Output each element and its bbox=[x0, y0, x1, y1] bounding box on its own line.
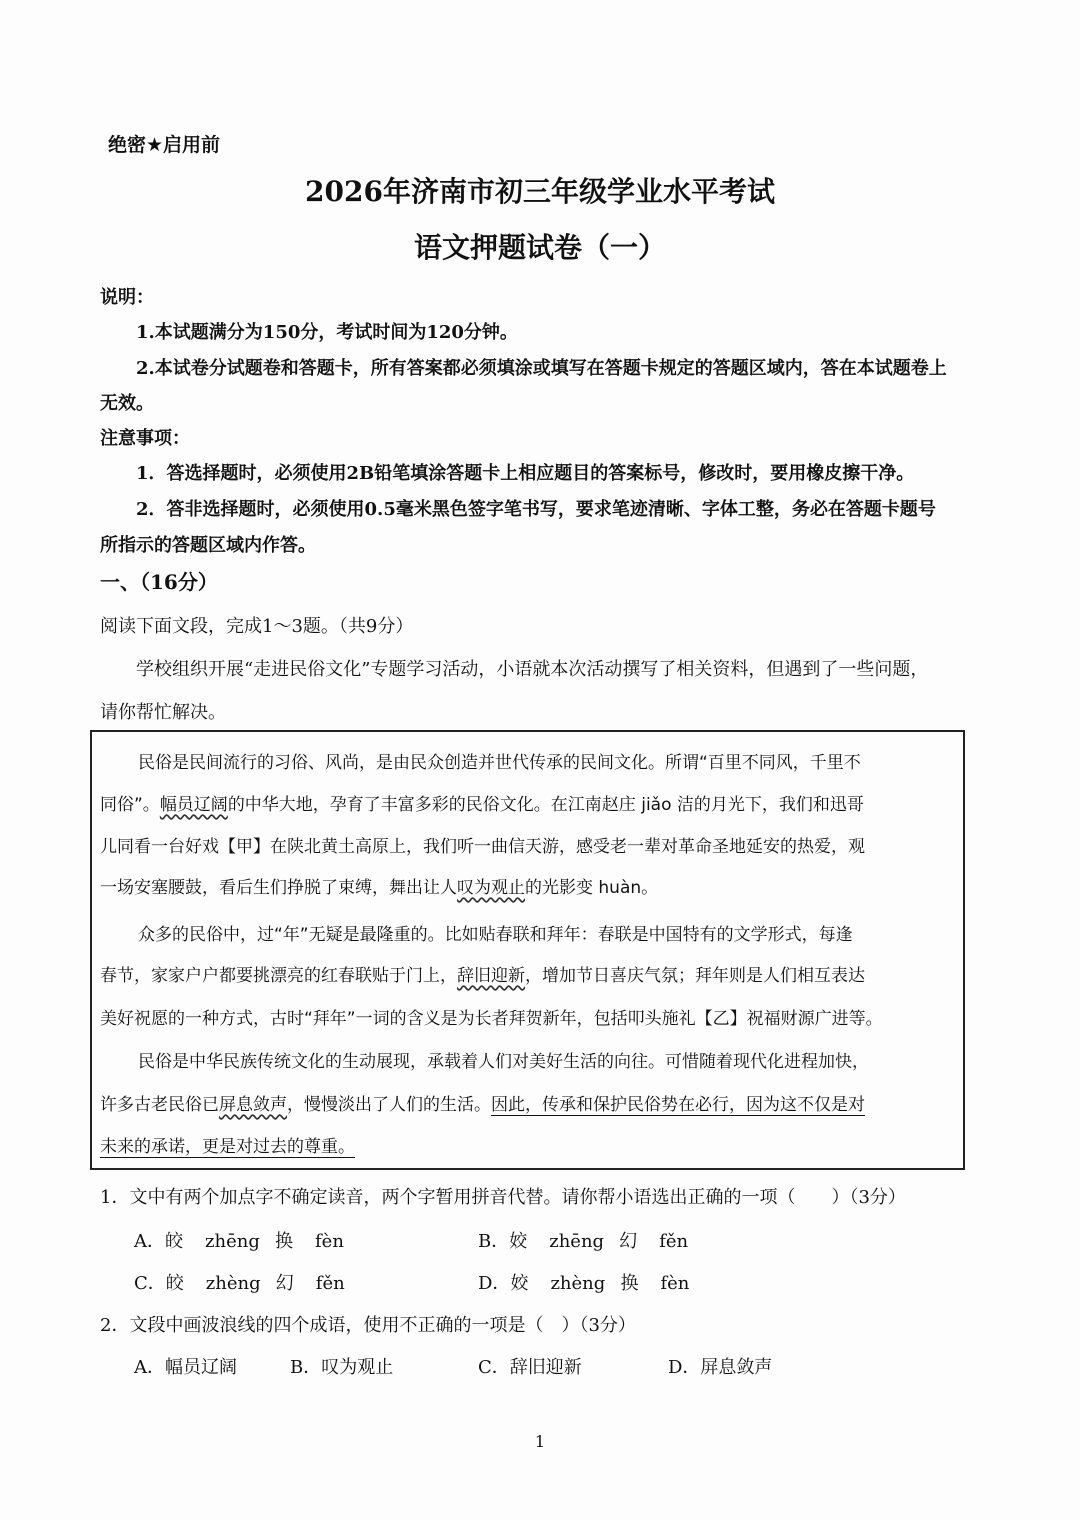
passage-line: 一场安塞腰鼓，看后生们挣脱了束缚，舞出让人叹为观止的光影变 huàn。 bbox=[100, 878, 659, 898]
question-1: 1．文中有两个加点字不确定读音，两个字暂用拼音代替。请你帮小语选出正确的一项（ ）（3分） bbox=[100, 1187, 906, 1208]
underlined-sentence: 未来的承诺，更是对过去的尊重。 bbox=[100, 1137, 355, 1157]
section-heading: 一、（16分） bbox=[100, 570, 218, 594]
idiom-wavy: 叹为观止 bbox=[457, 878, 525, 898]
instructions-heading: 说明： bbox=[100, 287, 154, 308]
passage-line: 民俗是民间流行的习俗、风尚，是由民众创造并世代传承的民间文化。所谓“百里不同风，千里不 bbox=[138, 753, 861, 773]
section-lead-line-1: 学校组织开展“走进民俗文化”专题学习活动，小语就本次活动撰写了相关资料，但遇到了一些问题， bbox=[136, 659, 929, 680]
passage-line: 美好祝愿的一种方式，古时“拜年”一词的含义是为长者拜贺新年，包括叩头施礼【乙】祝福财源广进等。 bbox=[100, 1009, 883, 1029]
passage-line bbox=[100, 1132, 355, 1157]
q2-option-b: B．叹为观止 bbox=[290, 1357, 394, 1378]
instruction-item-1: 1.本试题满分为150分，考试时间为120分钟。 bbox=[136, 322, 518, 343]
q1-option-a: A．皎 zhēng 换 fèn bbox=[134, 1231, 344, 1252]
notes-heading: 注意事项： bbox=[100, 428, 190, 449]
passage-line: 同俗”。幅员辽阔的中华大地，孕育了丰富多彩的民俗文化。在江南赵庄 jiǎo 洁的月光下，我们和迅哥 bbox=[100, 795, 864, 815]
section-lead-line-2: 请你帮忙解决。 bbox=[100, 702, 226, 723]
question-2: 2．文段中画波浪线的四个成语，使用不正确的一项是（ ）（3分） bbox=[100, 1315, 636, 1336]
q1-option-c: C．皎 zhèng 幻 fěn bbox=[134, 1273, 345, 1294]
passage-line: 春节，家家户户都要挑漂亮的红春联贴于门上，辞旧迎新，增加节日喜庆气氛；拜年则是人们相互表达 bbox=[100, 966, 865, 986]
q2-option-c: C．辞旧迎新 bbox=[478, 1357, 582, 1378]
exam-title: 2026年济南市初三年级学业水平考试 bbox=[305, 175, 775, 208]
q2-option-a: A．幅员辽阔 bbox=[134, 1357, 237, 1378]
note-item-2-line-1: 2．答非选择题时，必须使用0.5毫米黑色签字笔书写，要求笔迹清晰、字体工整，务必在答题卡题号 bbox=[136, 499, 936, 520]
passage-line: 儿同看一台好戏【甲】在陕北黄土高原上，我们听一曲信天游，感受老一辈对革命圣地延安的热爱，观 bbox=[100, 837, 865, 857]
section-intro: 阅读下面文段，完成1～3题。（共9分） bbox=[100, 616, 414, 637]
instruction-item-2-line-2: 无效。 bbox=[100, 393, 154, 414]
idiom-wavy: 幅员辽阔 bbox=[159, 795, 228, 815]
note-item-2-line-2: 所指示的答题区域内作答。 bbox=[100, 535, 316, 556]
confidential-mark: 绝密★启用前 bbox=[108, 134, 221, 156]
q1-option-b: B．姣 zhēng 幻 fěn bbox=[478, 1231, 689, 1252]
note-item-1: 1．答选择题时，必须使用2B铅笔填涂答题卡上相应题目的答案标号，修改时，要用橡皮擦干净。 bbox=[136, 463, 915, 484]
passage-line: 众多的民俗中，过“年”无疑是最隆重的。比如贴春联和拜年：春联是中国特有的文学形式，每逢 bbox=[138, 925, 853, 945]
exam-subtitle: 语文押题试卷（一） bbox=[413, 231, 666, 264]
idiom-wavy: 辞旧迎新 bbox=[457, 966, 525, 986]
q1-option-d: D．姣 zhèng 换 fèn bbox=[478, 1273, 690, 1294]
q2-option-d: D．屏息敛声 bbox=[668, 1357, 773, 1378]
page-number: 1 bbox=[534, 1432, 546, 1451]
idiom-wavy: 屏息敛声 bbox=[219, 1095, 287, 1115]
passage-line: 民俗是中华民族传统文化的生动展现，承载着人们对美好生活的向往。可惜随着现代化进程加快， bbox=[138, 1052, 869, 1072]
underlined-sentence: 因此，传承和保护民俗势在必行，因为这不仅是对 bbox=[491, 1095, 865, 1115]
instruction-item-2-line-1: 2.本试卷分试题卷和答题卡，所有答案都必须填涂或填写在答题卡规定的答题区域内，答在本试题卷上 bbox=[136, 358, 947, 379]
passage-line: 许多古老民俗已屏息敛声，慢慢淡出了人们的生活。因此，传承和保护民俗势在必行，因为这不仅是对 bbox=[100, 1095, 865, 1115]
